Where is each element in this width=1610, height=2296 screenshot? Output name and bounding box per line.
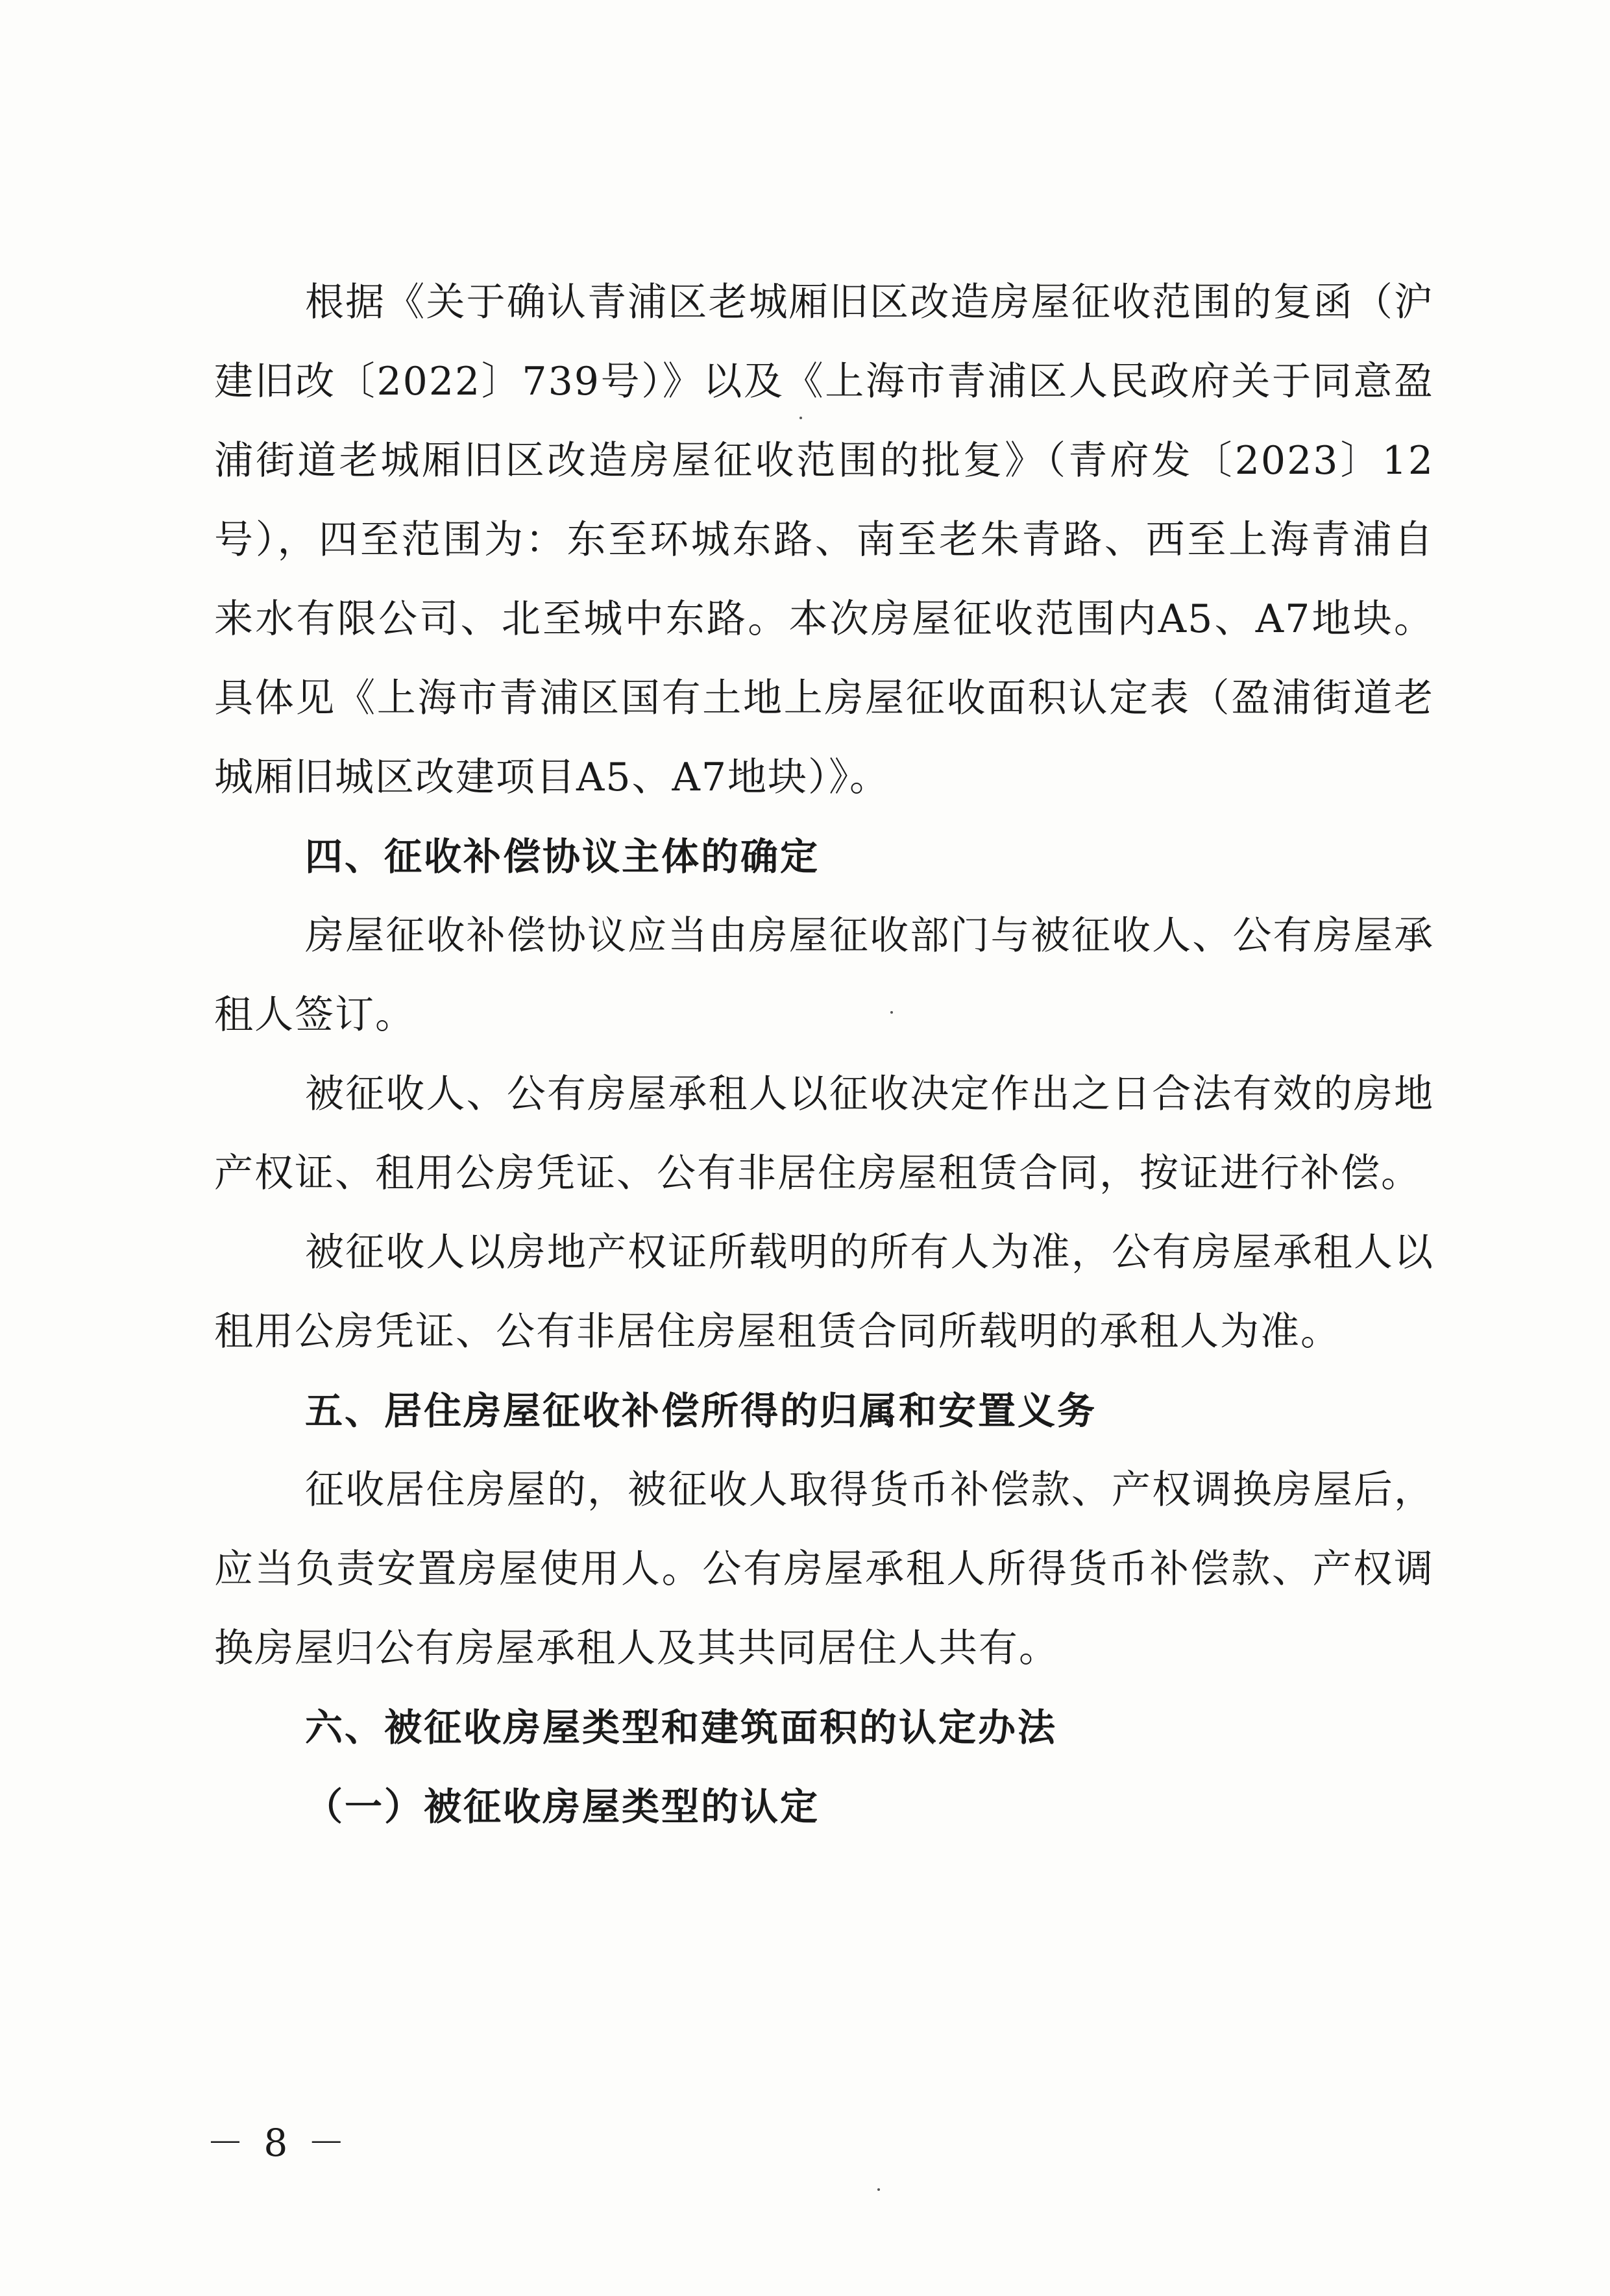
document-body	[214, 263, 1434, 1846]
subsection-heading-1: （一）被征收房屋类型的认定	[305, 1785, 820, 1829]
section-heading-5: 五、居住房屋征收补偿所得的归属和安置义务	[305, 1389, 1097, 1433]
scan-speck	[890, 1011, 893, 1014]
section-heading-6: 六、被征收房屋类型和建筑面积的认定办法	[305, 1705, 1058, 1750]
paragraph-compensation-basis: 被征收人、公有房屋承租人以征收决定作出之日合法有效的房地产权证、租用公房凭证、公有非居住房屋租赁合同，按证进行补偿。	[214, 1071, 1434, 1196]
scan-speck	[799, 417, 802, 419]
scan-speck	[877, 2188, 880, 2191]
page-number: － 8 －	[206, 2121, 349, 2165]
paragraph-owner-definition: 被征收人以房地产权证所载明的所有人为准，公有房屋承租人以租用公房凭证、公有非居住房屋租赁合同所载明的承租人为准。	[214, 1230, 1434, 1354]
paragraph-scope: 根据《关于确认青浦区老城厢旧区改造房屋征收范围的复函（沪建旧改〔2022〕739号）》以及《上海市青浦区人民政府关于同意盈浦街道老城厢旧区改造房屋征收范围的批复》（青府发〔2023〕12号），四至范围为：东至环城东路、南至老朱青路、西至上海青浦自来水有限公司、北至城中东路。本次房屋征收范围内A5、A7地块。具体见《上海市青浦区国有土地上房屋征收面积认定表（盈浦街道老城厢旧城区改建项目A5、A7地块）》。	[214, 280, 1434, 800]
paragraph-resettlement-obligation: 征收居住房屋的，被征收人取得货币补偿款、产权调换房屋后，应当负责安置房屋使用人。公有房屋承租人所得货币补偿款、产权调换房屋归公有房屋承租人及其共同居住人共有。	[214, 1467, 1434, 1671]
section-heading-4: 四、征收补偿协议主体的确定	[305, 835, 820, 879]
paragraph-agreement-parties: 房屋征收补偿协议应当由房屋征收部门与被征收人、公有房屋承租人签订。	[214, 913, 1434, 1038]
